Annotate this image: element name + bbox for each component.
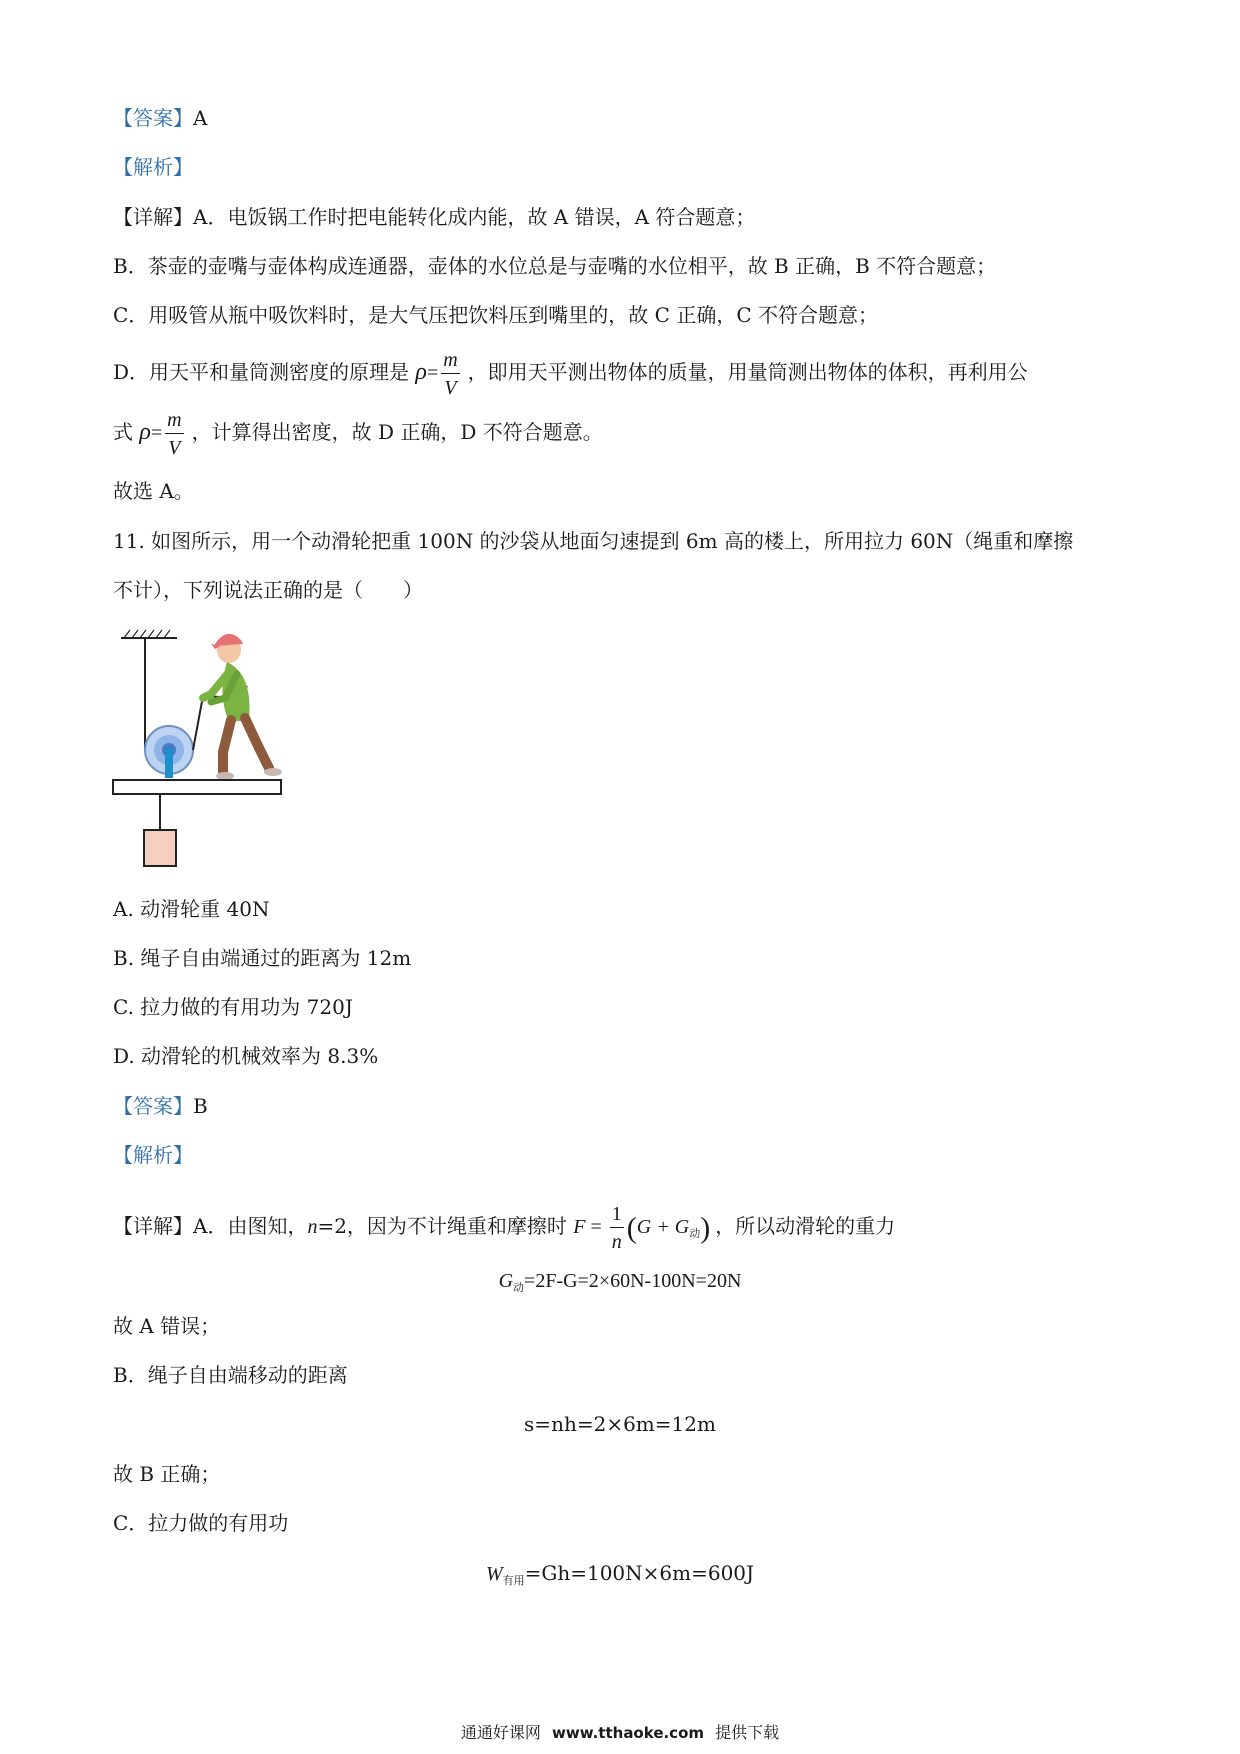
equation-a — [0, 1266, 1240, 1302]
formula-inner: G + G — [636, 1216, 690, 1238]
eq-a-subscript: 动 — [513, 1281, 525, 1294]
ceiling-support — [121, 630, 177, 638]
detail-a-line — [113, 1196, 895, 1264]
detail-b-conclusion: 故 B 正确； — [113, 1462, 221, 1486]
page-footer — [0, 1720, 1240, 1743]
footer-site-name: 通通好课网 — [460, 1723, 541, 1742]
detail-a-text: A．电饭锅工作时把电能转化成内能，故 A 错误，A 符合题意； — [193, 205, 756, 229]
eq-a-rest: =2F-G=2×60N-100N=20N — [524, 1270, 742, 1292]
analysis-line — [113, 1141, 193, 1169]
prev-conclusion: 故选 A。 — [113, 479, 194, 503]
equals-sign: = — [150, 422, 163, 444]
prev-analysis-line — [113, 153, 193, 181]
detail-tag: 【详解】 — [113, 1214, 193, 1238]
n-value-text: =2，因为不计绳重和摩擦时 — [317, 1214, 567, 1238]
person-pulling — [203, 634, 282, 780]
fraction-numerator: 1 — [610, 1204, 624, 1228]
prev-detail-c: C．用吸管从瓶中吸饮料时，是大气压把饮料压到嘴里的，故 C 正确，C 不符合题意； — [113, 303, 878, 327]
eq-c-subscript: 有用 — [502, 1574, 525, 1587]
prev-detail-b: B．茶壶的壶嘴与壶体构成连通器，壶体的水位总是与壶嘴的水位相平，故 B 正确，B 不符合题意； — [113, 254, 997, 278]
detail-d-after: ，即用天平测出物体的质量，用量筒测出物体的体积，再利用公 — [467, 360, 1028, 384]
rho-symbol: ρ — [139, 419, 151, 445]
answer-line — [113, 1092, 208, 1120]
question-line-1: 11. 如图所示，用一个动滑轮把重 100N 的沙袋从地面匀速提到 6m 高的楼上，所用拉力 60N（绳重和摩擦 — [113, 529, 1074, 553]
detail-tag: 【详解】 — [113, 205, 193, 229]
analysis-tag: 【解析】 — [113, 1143, 193, 1167]
fraction — [441, 350, 459, 398]
equation-c — [0, 1559, 1240, 1595]
option-a: A. 动滑轮重 40N — [113, 897, 270, 921]
fraction-numerator: m — [441, 350, 459, 374]
detail-a-before: A．由图知， — [193, 1214, 308, 1238]
equation-b: s=nh=2×6m=12m — [524, 1412, 716, 1436]
option-b: B. 绳子自由端通过的距离为 12m — [113, 946, 412, 970]
eq-c-rest: =Gh=100N×6m=600J — [524, 1561, 755, 1585]
prev-detail-d2 — [113, 404, 603, 461]
force-symbol: F — [573, 1216, 586, 1238]
paren-open: ( — [626, 1211, 637, 1245]
eq-a-symbol: G — [498, 1270, 514, 1292]
detail-a-conclusion: 故 A 错误； — [113, 1314, 221, 1338]
footer-url[interactable]: www.tthaoke.com — [551, 1724, 705, 1742]
answer-value: B — [193, 1094, 208, 1118]
formula-subscript: 动 — [689, 1228, 701, 1240]
answer-tag: 【答案】 — [113, 1094, 193, 1118]
fraction-denominator: V — [444, 377, 457, 400]
fraction — [165, 410, 183, 458]
detail-d2-after: ，计算得出密度，故 D 正确，D 不符合题意。 — [191, 420, 603, 444]
option-d: D. 动滑轮的机械效率为 8.3% — [113, 1044, 379, 1068]
detail-b-head: B．绳子自由端移动的距离 — [113, 1363, 348, 1387]
fraction-denominator: n — [611, 1231, 622, 1254]
prev-answer-line — [113, 104, 207, 132]
density-formula — [415, 349, 467, 400]
answer-tag: 【答案】 — [113, 106, 193, 130]
detail-d-before: D．用天平和量筒测密度的原理是 — [113, 360, 410, 384]
pulley-diagram — [111, 624, 311, 876]
answer-value: A — [193, 106, 208, 130]
prev-detail-d — [113, 344, 1028, 401]
prev-detail-a — [113, 203, 755, 231]
detail-d2-before: 式 — [113, 420, 133, 444]
density-formula — [139, 409, 191, 460]
fraction-denominator: V — [168, 437, 181, 460]
equals-sign: = — [585, 1216, 607, 1238]
footer-download-text: 提供下载 — [715, 1723, 780, 1742]
analysis-tag: 【解析】 — [113, 155, 193, 179]
detail-a-after: ，所以动滑轮的重力 — [715, 1214, 896, 1238]
movable-pulley — [145, 726, 193, 778]
eq-c-symbol: W — [485, 1563, 503, 1585]
rho-symbol: ρ — [415, 359, 427, 385]
fraction — [610, 1204, 624, 1252]
question-line-2: 不计），下列说法正确的是（ ） — [113, 578, 423, 602]
equals-sign: = — [426, 362, 439, 384]
paren-close: ) — [700, 1211, 711, 1245]
sandbag-load — [144, 830, 176, 866]
floor-platform — [113, 780, 281, 794]
force-formula — [573, 1203, 715, 1254]
n-symbol: n — [307, 1216, 318, 1238]
option-c: C. 拉力做的有用功为 720J — [113, 995, 353, 1019]
detail-c-head: C．拉力做的有用功 — [113, 1511, 289, 1535]
fraction-numerator: m — [165, 410, 183, 434]
